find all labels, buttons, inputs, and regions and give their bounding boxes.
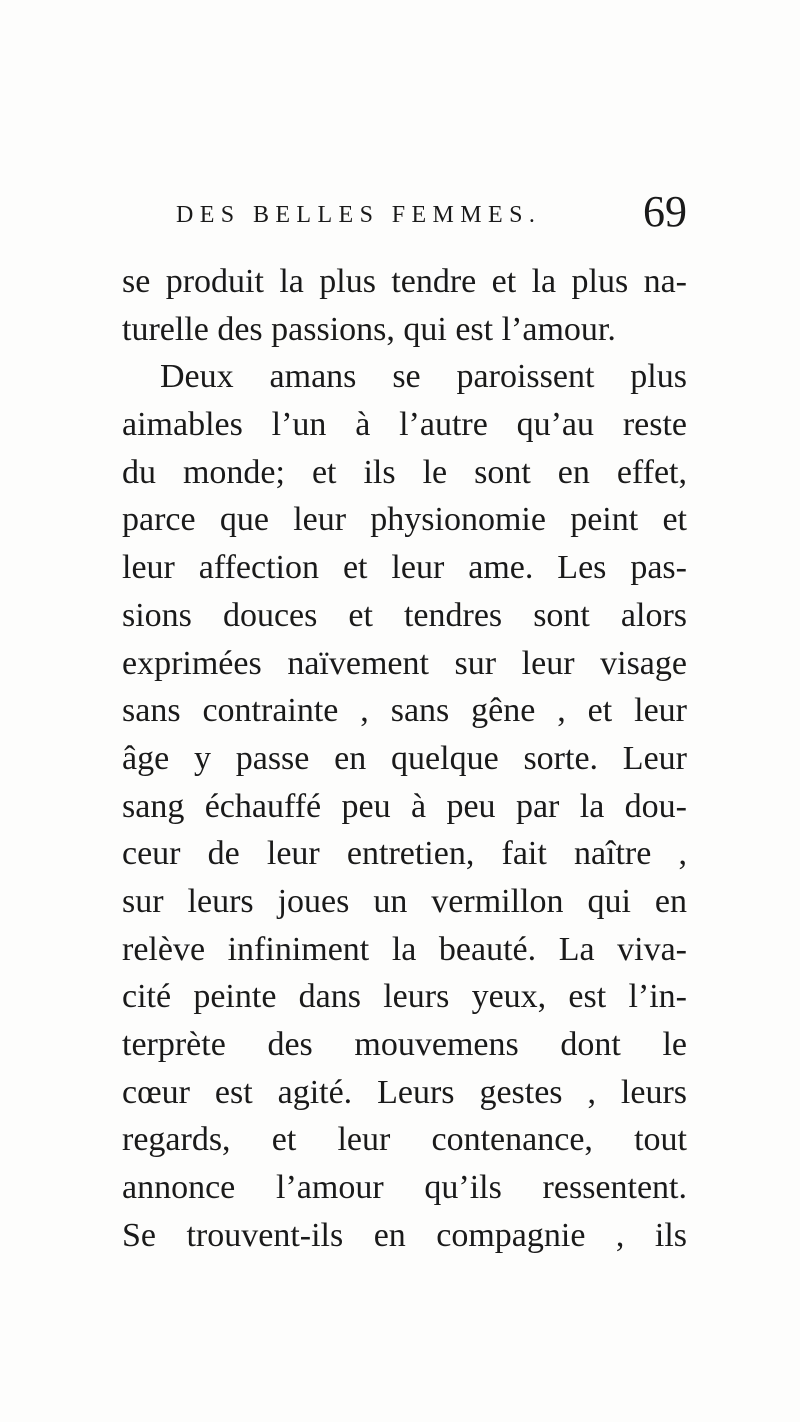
text-line: annonce l’amour qu’ils ressentent. <box>122 1169 687 1207</box>
text-line: exprimées naïvement sur leur visage <box>122 644 687 682</box>
text-line: du monde; et ils le sont en effet, <box>122 453 687 491</box>
running-title: DES BELLES FEMMES. <box>176 202 542 228</box>
running-head <box>122 187 687 256</box>
text-line: cité peinte dans leurs yeux, est l’in- <box>122 978 687 1016</box>
text-line: terprète des mouvemens dont le <box>122 1026 687 1063</box>
body-text <box>122 258 687 1259</box>
text-line: Se trouvent-ils en compagnie , ils <box>122 1216 687 1254</box>
text-line: parce que leur physionomie peint et <box>122 501 687 539</box>
text-line: ceur de leur entretien, fait naître , <box>122 835 687 873</box>
text-line: sur leurs joues un vermillon qui en <box>122 882 687 920</box>
page-number: 69 <box>643 187 687 236</box>
text-line: cœur est agité. Leurs gestes , leurs <box>122 1073 687 1111</box>
text-line: relève infiniment la beauté. La viva- <box>122 930 687 968</box>
text-line: âge y passe en quelque sorte. Leur <box>122 739 687 777</box>
text-line: Deux amans se paroissent plus <box>160 358 687 396</box>
text-line: aimables l’un à l’autre qu’au reste <box>122 406 687 444</box>
text-line: turelle des passions, qui est l’amour. <box>122 310 616 348</box>
text-line: leur affection et leur ame. Les pas- <box>122 549 687 587</box>
text-line: regards, et leur contenance, tout <box>122 1121 687 1159</box>
text-line: sions douces et tendres sont alors <box>122 596 687 634</box>
text-line: sans contrainte , sans gêne , et leur <box>122 692 687 730</box>
text-line: sang échauffé peu à peu par la dou- <box>122 787 687 825</box>
text-line: se produit la plus tendre et la plus na- <box>122 263 687 300</box>
